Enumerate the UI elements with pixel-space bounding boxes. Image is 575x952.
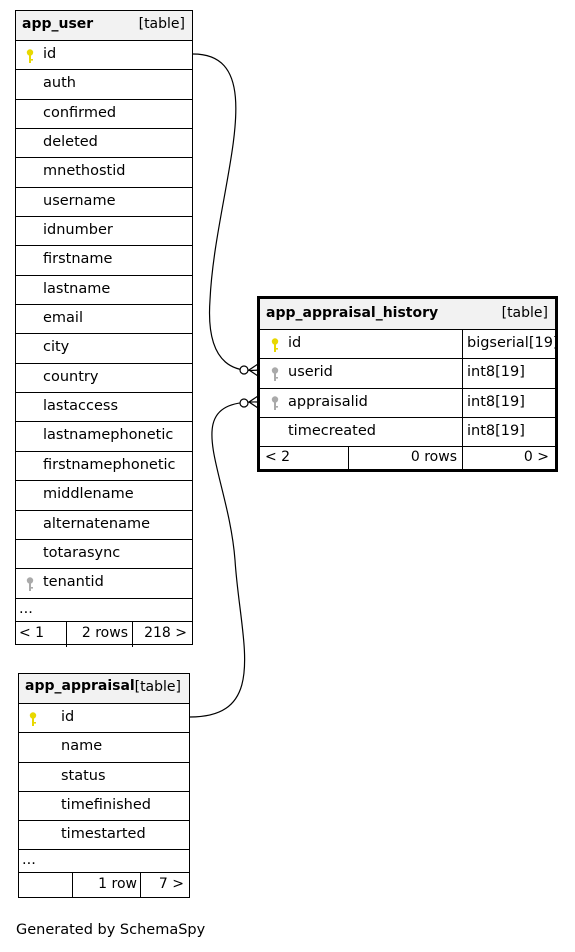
- ellipsis-row: ...: [16, 599, 192, 622]
- column-type: int8[19]: [462, 359, 555, 387]
- column-name: userid: [288, 364, 333, 381]
- table-tag: [table]: [134, 679, 181, 695]
- column-type: int8[19]: [462, 418, 555, 446]
- column-type: bigserial[19]: [462, 330, 555, 358]
- table-name: app_user: [22, 16, 94, 32]
- column-name: timestarted: [61, 826, 146, 843]
- generated-by-label: Generated by SchemaSpy: [16, 922, 206, 938]
- column-name: confirmed: [43, 104, 117, 121]
- column-name: lastnamephonetic: [43, 427, 174, 444]
- optional-marker: [240, 366, 248, 374]
- column-name: auth: [43, 75, 76, 92]
- column-name: idnumber: [43, 222, 113, 239]
- children-count: 7 >: [140, 873, 189, 897]
- column-name: id: [61, 709, 75, 725]
- relationship-appraisal-to-history: [190, 402, 258, 717]
- column-name: status: [61, 767, 106, 784]
- table-tag: [table]: [138, 16, 185, 32]
- column-name: deleted: [43, 134, 98, 151]
- column-name: username: [43, 192, 116, 209]
- column-name: lastaccess: [43, 398, 119, 415]
- column-name: city: [43, 339, 70, 356]
- column-name: appraisalid: [288, 393, 368, 410]
- rows-count: 2 rows: [66, 622, 132, 647]
- table-name: app_appraisal_history: [266, 305, 439, 321]
- column-name: middlename: [43, 486, 134, 503]
- parents-count: < 2: [265, 449, 291, 465]
- column-name: mnethostid: [43, 163, 126, 180]
- column-name: id: [43, 46, 57, 62]
- column-name: name: [61, 738, 103, 755]
- rows-count: 1 row: [72, 873, 140, 897]
- children-count: 0 >: [462, 447, 555, 471]
- optional-marker: [240, 399, 248, 407]
- relationship-user-to-history: [193, 54, 258, 370]
- table-tag: [table]: [501, 305, 548, 321]
- column-name: lastname: [43, 280, 111, 297]
- column-name: timecreated: [288, 422, 376, 439]
- column-name: totarasync: [43, 544, 121, 561]
- column-name: firstnamephonetic: [43, 456, 176, 473]
- ellipsis-row: ...: [19, 850, 189, 873]
- column-name: timefinished: [61, 796, 151, 813]
- children-count: 218 >: [132, 622, 192, 647]
- table-name: app_appraisal: [25, 678, 135, 694]
- column-name: alternatename: [43, 515, 151, 532]
- column-name: email: [43, 310, 83, 327]
- column-name: firstname: [43, 251, 113, 268]
- parents-count: < 1: [19, 624, 45, 641]
- column-name: tenantid: [43, 574, 104, 591]
- column-name: country: [43, 368, 99, 385]
- column-type: int8[19]: [462, 389, 555, 417]
- rows-count: 0 rows: [348, 447, 462, 471]
- column-name: id: [288, 335, 302, 351]
